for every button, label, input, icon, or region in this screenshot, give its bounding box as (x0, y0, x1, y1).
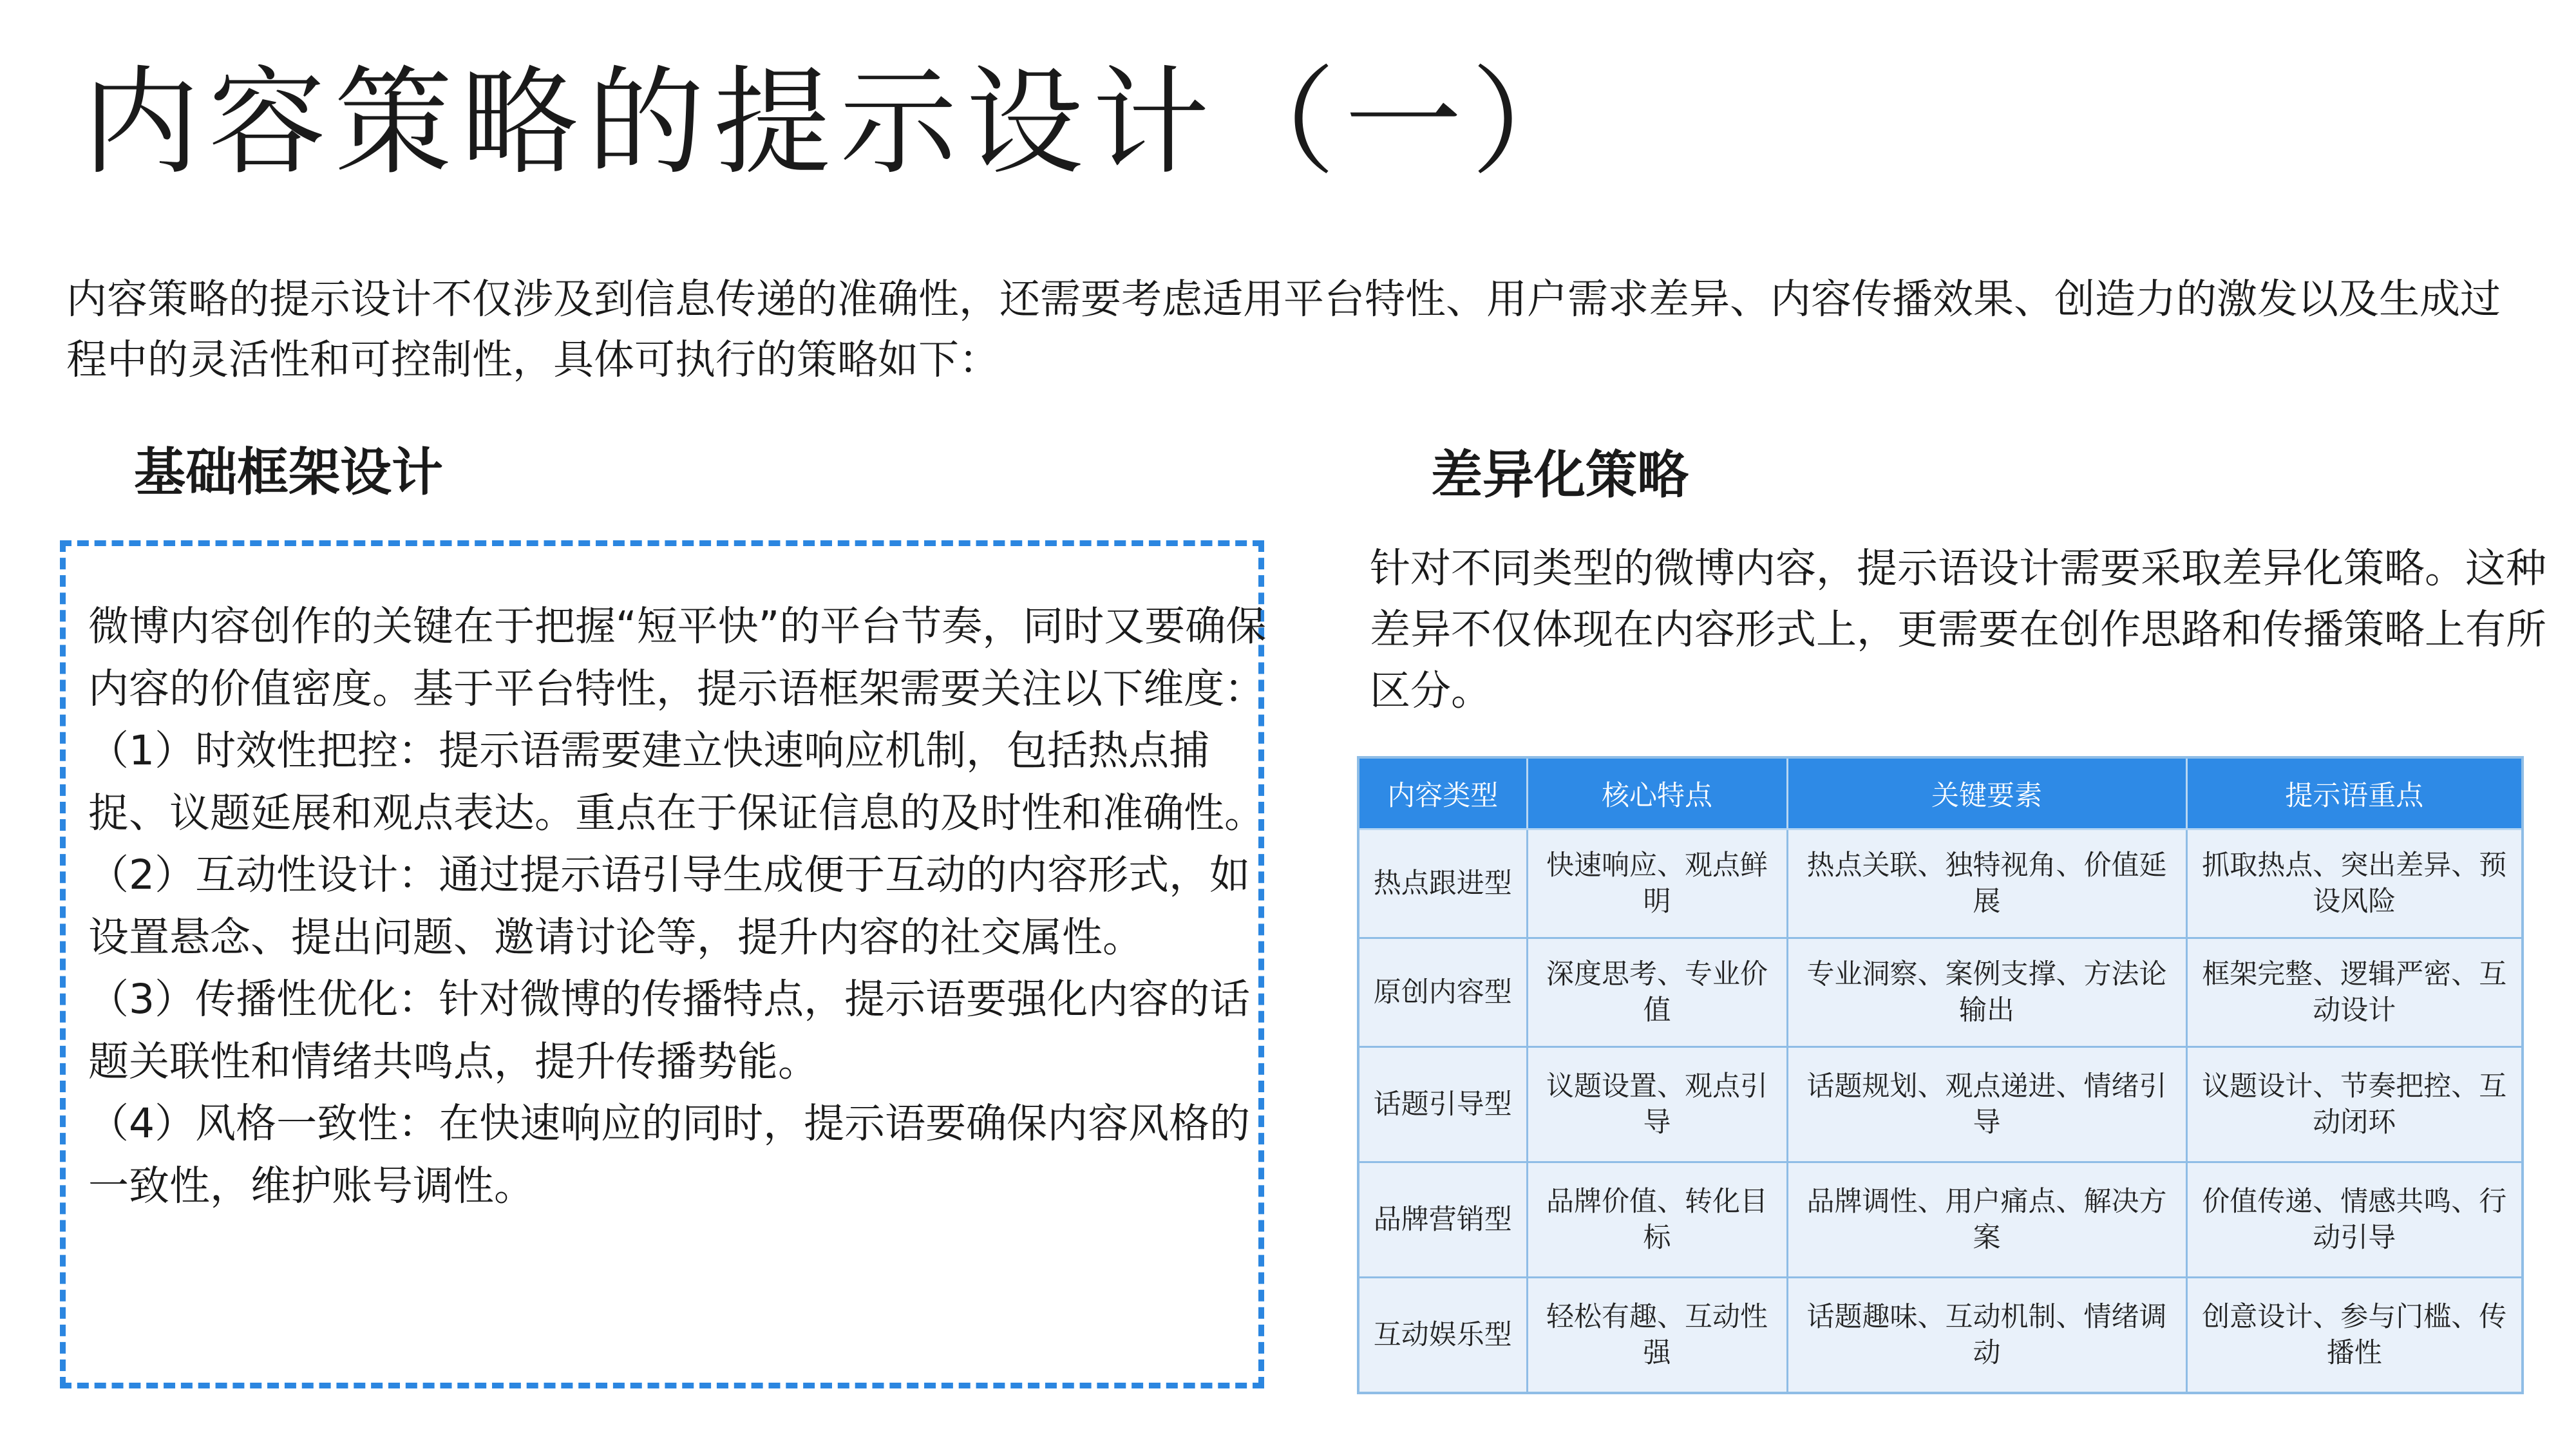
strategy-table (1357, 756, 2524, 1394)
table-cell: 话题趣味、互动机制、情绪调动 (1787, 1278, 2186, 1394)
differentiation-heading: 差异化策略 (1431, 445, 1689, 505)
framework-content (88, 596, 1273, 1217)
intro-paragraph: 内容策略的提示设计不仅涉及到信息传递的准确性，还需要考虑适用平台特性、用户需求差异、内容传播效果、创造力的激发以及生成过程中的灵活性和可控制性，具体可执行的策略如下： (66, 276, 2501, 383)
framework-paragraph-intro: 微博内容创作的关键在于把握“短平快”的平台节奏，同时又要确保内容的价值密度。基于平台特性，提示语框架需要关注以下维度： (88, 603, 1267, 712)
header-prompt-focus: 提示语重点 (2186, 757, 2523, 829)
table-cell: 轻松有趣、互动性强 (1527, 1278, 1787, 1394)
table-row (1358, 938, 2523, 1047)
framework-paragraph-timeliness: （1）时效性把控：提示语需要建立快速响应机制，包括热点捕捉、议题延展和观点表达。重点在于保证信息的及时性和准确性。 (88, 727, 1265, 837)
table-cell: 品牌营销型 (1358, 1162, 1527, 1278)
table-row (1358, 1278, 2523, 1394)
table-cell: 深度思考、专业价值 (1527, 938, 1787, 1047)
table-cell: 议题设计、节奏把控、互动闭环 (2186, 1047, 2523, 1162)
table-cell: 话题引导型 (1358, 1047, 1527, 1162)
table-cell: 热点关联、独特视角、价值延展 (1787, 829, 2186, 938)
table-cell: 抓取热点、突出差异、预设风险 (2186, 829, 2523, 938)
framework-paragraph-interaction: （2）互动性设计：通过提示语引导生成便于互动的内容形式，如设置悬念、提出问题、邀请讨论等，提升内容的社交属性。 (88, 851, 1251, 961)
table-row (1358, 829, 2523, 938)
header-content-type: 内容类型 (1358, 757, 1527, 829)
table-cell: 议题设置、观点引导 (1527, 1047, 1787, 1162)
table-cell: 价值传递、情感共鸣、行动引导 (2186, 1162, 2523, 1278)
table-row (1358, 1047, 2523, 1162)
table-cell: 热点跟进型 (1358, 829, 1527, 938)
framework-heading: 基础框架设计 (134, 442, 443, 502)
table-cell: 框架完整、逻辑严密、互动设计 (2186, 938, 2523, 1047)
framework-paragraph-style: （4）风格一致性：在快速响应的同时，提示语要确保内容风格的一致性，维护账号调性。 (88, 1100, 1251, 1209)
table-cell: 创意设计、参与门槛、传播性 (2186, 1278, 2523, 1394)
table-cell: 品牌价值、转化目标 (1527, 1162, 1787, 1278)
page-title: 内容策略的提示设计（一） (82, 54, 1597, 191)
table-header-row (1358, 757, 2523, 829)
table-row (1358, 1162, 2523, 1278)
table-cell: 互动娱乐型 (1358, 1278, 1527, 1394)
differentiation-intro: 针对不同类型的微博内容，提示语设计需要采取差异化策略。这种差异不仅体现在内容形式上，更需要在创作思路和传播策略上有所区分。 (1370, 545, 2546, 714)
table-cell: 专业洞察、案例支撑、方法论输出 (1787, 938, 2186, 1047)
table-cell: 品牌调性、用户痛点、解决方案 (1787, 1162, 2186, 1278)
table-cell: 话题规划、观点递进、情绪引导 (1787, 1047, 2186, 1162)
header-key-elements: 关键要素 (1787, 757, 2186, 829)
table-cell: 原创内容型 (1358, 938, 1527, 1047)
framework-paragraph-propagation: （3）传播性优化：针对微博的传播特点，提示语要强化内容的话题关联性和情绪共鸣点，提升传播势能。 (88, 976, 1251, 1085)
header-core-features: 核心特点 (1527, 757, 1787, 829)
table-cell: 快速响应、观点鲜明 (1527, 829, 1787, 938)
